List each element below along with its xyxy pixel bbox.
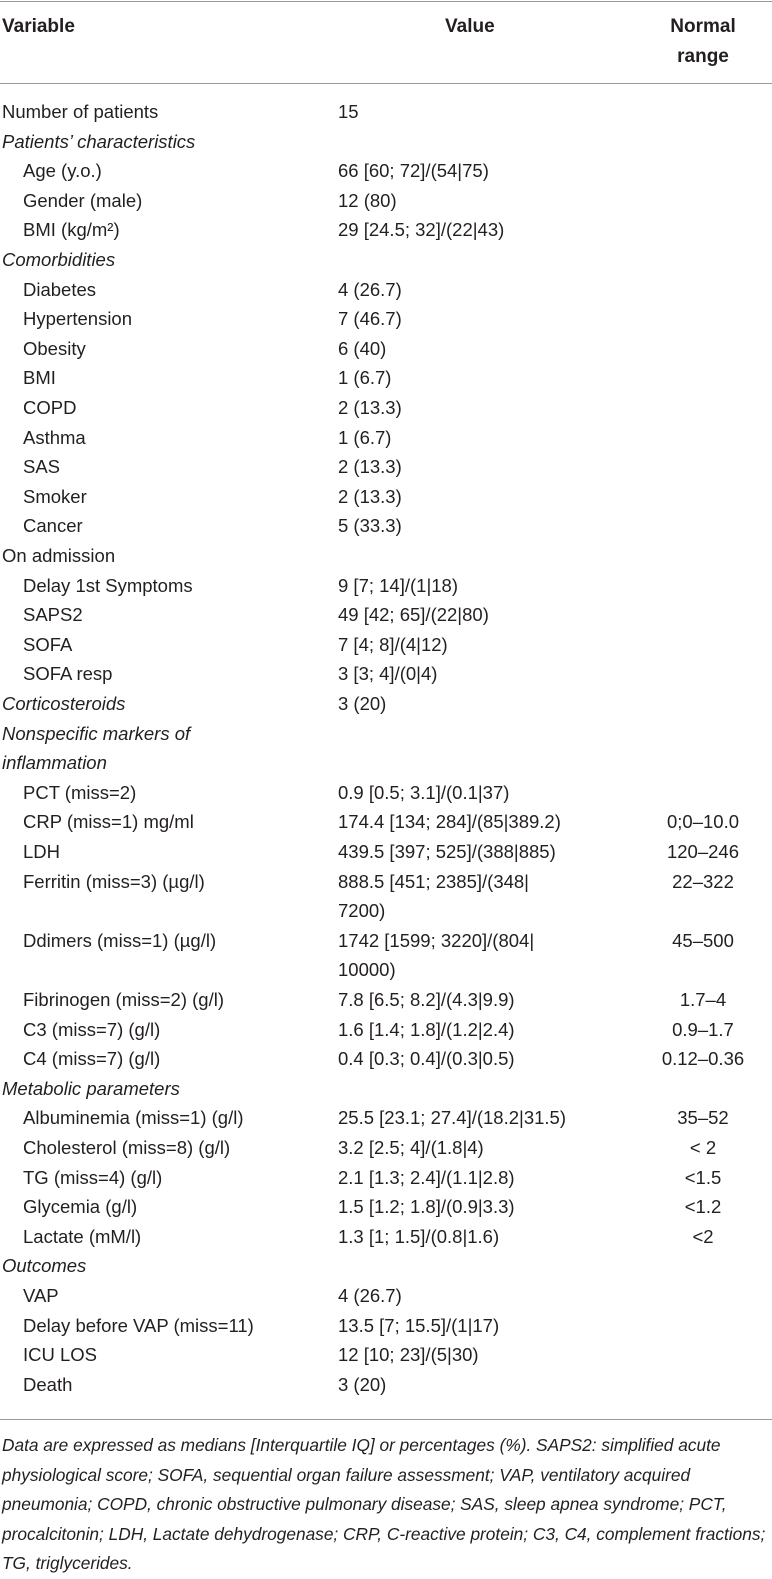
row-label: BMI (kg/m²) (23, 219, 120, 241)
row-value: 174.4 [134; 284]/(85|389.2) (338, 811, 561, 833)
row-value: 1.3 [1; 1.5]/(0.8|1.6) (338, 1225, 500, 1247)
row-value: 3 (20) (338, 693, 387, 714)
row-value: 29 [24.5; 32]/(22|43) (338, 219, 505, 241)
row-value: 2 (13.3) (338, 397, 402, 418)
row-value: 13.5 [7; 15.5]/(1|17) (338, 1314, 500, 1336)
row-label: ICU LOS (23, 1344, 98, 1366)
row-value: 1.5 [1.2; 1.8]/(0.9|3.3) (338, 1196, 515, 1218)
bottom-rule (0, 1419, 772, 1420)
row-normal-range: 0;0–10.0 (666, 811, 739, 833)
row-value: 439.5 [397; 525]/(388|885) (338, 841, 556, 862)
row-label: SAPS2 (23, 604, 83, 626)
row-label: LDH (23, 841, 61, 862)
header-value: Value (445, 16, 495, 37)
row-normal-range: 35–52 (677, 1107, 729, 1129)
row-value: 15 (338, 101, 359, 122)
row-label: Hypertension (23, 308, 133, 330)
row-value-continued: 10000) (338, 959, 396, 981)
row-value: 3 [3; 4]/(0|4) (338, 663, 438, 685)
row-label: Patients’ characteristics (2, 130, 196, 152)
row-value: 1.6 [1.4; 1.8]/(1.2|2.4) (338, 1018, 515, 1040)
row-label: Age (y.o.) (23, 160, 102, 182)
row-label: Outcomes (2, 1255, 87, 1277)
row-value: 7 (46.7) (338, 308, 402, 330)
row-label: Delay 1st Symptoms (23, 574, 193, 596)
row-label: Obesity (23, 337, 86, 359)
row-value-continued: 7200) (338, 900, 386, 922)
row-label: Fibrinogen (miss=2) (g/l) (23, 989, 224, 1010)
row-value: 4 (26.7) (338, 278, 402, 300)
row-value: 3.2 [2.5; 4]/(1.8|4) (338, 1137, 484, 1158)
row-label: Cancer (23, 515, 83, 537)
top-rule (0, 1, 772, 2)
row-value: 12 [10; 23]/(5|30) (338, 1344, 479, 1366)
table-footnote: Data are expressed as medians [Interquartile IQ] or percentages (%). SAPS2: simplified acute physiological score; SOFA, sequential organ failure assessment; VAP, ventilatory acquired pneumonia; COPD, chronic obstructive pulmonary disease; SAS, sleep apnea syndrome; PCT, procalcitonin; LDH, Lactate dehydrogenase; CRP, C-reactive protein; C3, C4, complement fractions; TG, triglycerides. (2, 1435, 766, 1574)
row-normal-range: 0.9–1.7 (672, 1018, 734, 1040)
row-value: 4 (26.7) (338, 1285, 402, 1306)
row-value: 2 (13.3) (338, 485, 402, 507)
row-label: Corticosteroids (2, 693, 126, 714)
row-normal-range: 22–322 (672, 870, 734, 892)
header-range-line1: Normal (670, 16, 736, 37)
row-value: 25.5 [23.1; 27.4]/(18.2|31.5) (338, 1107, 566, 1129)
row-normal-range: <2 (692, 1225, 714, 1247)
row-label: On admission (2, 545, 116, 566)
row-normal-range: <1.5 (684, 1166, 722, 1188)
row-normal-range: 1.7–4 (679, 989, 727, 1010)
header-variable: Variable (2, 16, 75, 37)
row-label: Albuminemia (miss=1) (g/l) (23, 1107, 244, 1129)
row-label: VAP (23, 1285, 59, 1306)
row-normal-range: 120–246 (666, 841, 740, 862)
row-value: 9 [7; 14]/(1|18) (338, 574, 458, 596)
row-label: SOFA (23, 633, 73, 655)
row-value: 1 (6.7) (338, 426, 392, 448)
row-value: 3 (20) (338, 1373, 387, 1395)
row-normal-range: <1.2 (684, 1196, 722, 1218)
row-label: COPD (23, 397, 77, 418)
row-label: TG (miss=4) (g/l) (23, 1166, 163, 1188)
row-label: Smoker (23, 485, 87, 507)
row-label: Glycemia (g/l) (23, 1196, 138, 1218)
row-label: Diabetes (23, 278, 97, 300)
row-normal-range: < 2 (689, 1137, 717, 1158)
row-label: Cholesterol (miss=8) (g/l) (23, 1137, 231, 1158)
header-rule (0, 83, 772, 84)
row-label: Ddimers (miss=1) (µg/l) (23, 929, 217, 951)
row-value: 1 (6.7) (338, 367, 392, 389)
row-label: Death (23, 1373, 73, 1395)
row-value: 7.8 [6.5; 8.2]/(4.3|9.9) (338, 989, 515, 1010)
row-value: 7 [4; 8]/(4|12) (338, 633, 448, 655)
row-label: Delay before VAP (miss=11) (23, 1314, 254, 1336)
row-value: 0.9 [0.5; 3.1]/(0.1|37) (338, 781, 510, 803)
row-value: 1742 [1599; 3220]/(804| (338, 929, 535, 951)
row-label: C4 (miss=7) (g/l) (23, 1048, 161, 1070)
row-label: Metabolic parameters (2, 1077, 180, 1099)
row-label: SAS (23, 456, 61, 478)
row-label: Comorbidities (2, 249, 116, 270)
row-label: BMI (23, 367, 56, 389)
row-label-continued: inflammation (2, 752, 107, 774)
row-value: 66 [60; 72]/(54|75) (338, 160, 489, 182)
header-range-line2: range (677, 46, 729, 67)
row-value: 2 (13.3) (338, 456, 402, 478)
row-label: Number of patients (2, 101, 159, 122)
row-label: SOFA resp (23, 663, 113, 685)
row-label: Ferritin (miss=3) (µg/l) (23, 870, 205, 892)
row-normal-range: 0.12–0.36 (661, 1048, 745, 1070)
row-value: 888.5 [451; 2385]/(348| (338, 870, 529, 892)
row-label: C3 (miss=7) (g/l) (23, 1018, 161, 1040)
row-normal-range: 45–500 (672, 929, 734, 951)
row-label: Gender (male) (23, 189, 143, 211)
row-label: Asthma (23, 426, 86, 448)
row-value: 12 (80) (338, 189, 397, 211)
row-label: Lactate (mM/l) (23, 1225, 142, 1247)
row-value: 2.1 [1.3; 2.4]/(1.1|2.8) (338, 1166, 515, 1188)
row-value: 6 (40) (338, 337, 387, 359)
row-label: Nonspecific markers of (2, 722, 191, 744)
row-value: 0.4 [0.3; 0.4]/(0.3|0.5) (338, 1048, 515, 1070)
row-label: PCT (miss=2) (23, 781, 137, 803)
row-label: CRP (miss=1) mg/ml (23, 811, 194, 833)
row-value: 5 (33.3) (338, 515, 402, 537)
row-value: 49 [42; 65]/(22|80) (338, 604, 489, 626)
